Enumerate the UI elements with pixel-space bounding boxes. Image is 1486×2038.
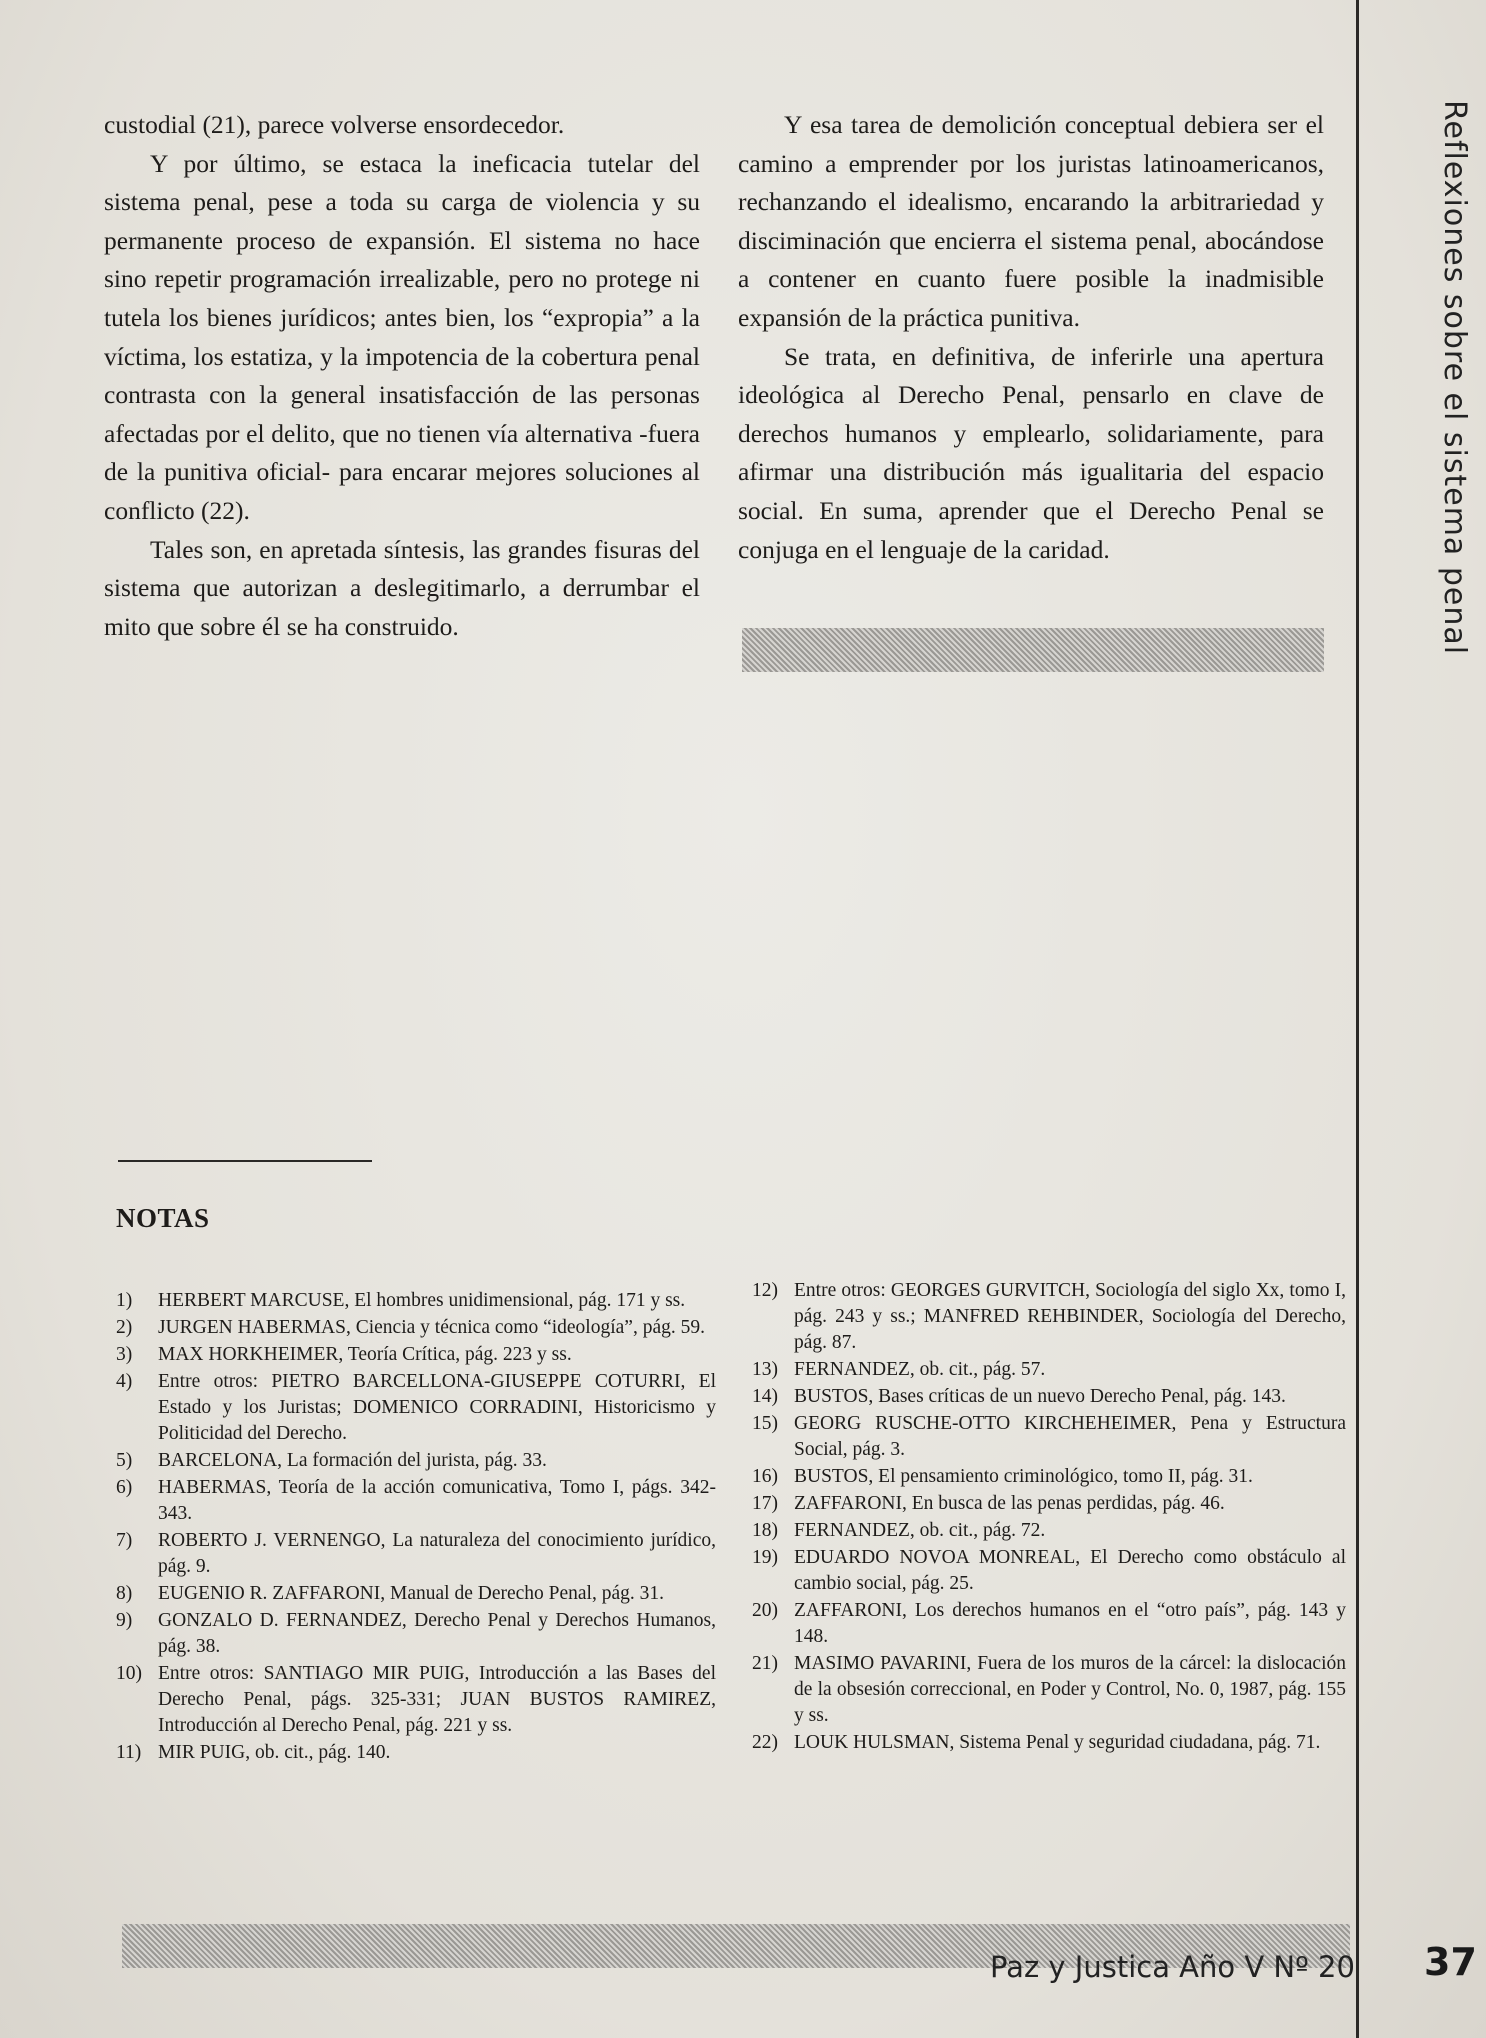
page-number: 37 xyxy=(1424,1940,1477,1984)
note-item xyxy=(116,1369,716,1447)
note-item xyxy=(752,1730,1346,1756)
note-number: 12) xyxy=(752,1280,778,1301)
note-text: GEORG RUSCHE-OTTO KIRCHEHEIMER, Pena y Estructura Social, pág. 3. xyxy=(794,1413,1346,1460)
note-text: JURGEN HABERMAS, Ciencia y técnica como “ideología”, pág. 59. xyxy=(158,1317,705,1338)
running-head: Reflexiones sobre el sistema penal xyxy=(1437,100,1472,656)
note-item xyxy=(116,1315,716,1341)
note-number: 2) xyxy=(116,1317,133,1338)
note-text: Entre otros: SANTIAGO MIR PUIG, Introducción a las Bases del Derecho Penal, págs. 325-331; JUAN BUSTOS RAMIREZ, Introducción al Derecho Penal, pág. 221 y ss. xyxy=(158,1663,716,1736)
note-number: 3) xyxy=(116,1344,133,1365)
note-number: 11) xyxy=(116,1742,142,1763)
note-text: MAX HORKHEIMER, Teoría Crítica, pág. 223 y ss. xyxy=(158,1344,572,1365)
note-item xyxy=(116,1288,716,1314)
note-text: ROBERTO J. VERNENGO, La naturaleza del conocimiento jurídico, pág. 9. xyxy=(158,1530,716,1577)
note-text: EUGENIO R. ZAFFARONI, Manual de Derecho Penal, pág. 31. xyxy=(158,1583,665,1604)
note-text: HABERMAS, Teoría de la acción comunicativa, Tomo I, págs. 342-343. xyxy=(158,1477,716,1524)
note-item xyxy=(752,1357,1346,1383)
note-number: 15) xyxy=(752,1413,778,1434)
note-number: 10) xyxy=(116,1663,142,1684)
note-text: ZAFFARONI, En busca de las penas perdidas, pág. 46. xyxy=(794,1493,1225,1514)
publication-title: Paz y Justica Año V Nº 20 xyxy=(990,1950,1355,1984)
note-text: HERBERT MARCUSE, El hombres unidimensional, pág. 171 y ss. xyxy=(158,1290,686,1311)
notes-heading: NOTAS xyxy=(116,1203,210,1233)
note-number: 16) xyxy=(752,1466,778,1487)
note-item xyxy=(752,1491,1346,1517)
note-number: 18) xyxy=(752,1520,778,1541)
note-text: MASIMO PAVARINI, Fuera de los muros de la cárcel: la dislocación de la obsesión correccional, en Poder y Control, No. 0, 1987, pág. 155 y ss. xyxy=(794,1653,1346,1726)
note-item xyxy=(752,1545,1346,1597)
note-item xyxy=(116,1608,716,1660)
note-item xyxy=(752,1598,1346,1650)
notes-list-right xyxy=(752,1278,1346,1757)
note-number: 14) xyxy=(752,1386,778,1407)
body-paragraph: Y por último, se estaca la ineficacia tutelar del sistema penal, pese a toda su carga de violencia y su permanente proceso de expansión. El sistema no hace sino repetir programación irrealizable, pero no protege ni tutela los bienes jurídicos; antes bien, los “expropia” a la víctima, los estatiza, y la impotencia de la cobertura penal contrasta con la general insatisfacción de las personas afectadas por el delito, que no tienen vía alternativa -fuera de la punitiva oficial- para encarar mejores soluciones al conflicto (22). xyxy=(104,148,700,525)
note-text: BUSTOS, Bases críticas de un nuevo Derecho Penal, pág. 143. xyxy=(794,1386,1286,1407)
note-number: 1) xyxy=(116,1290,133,1311)
note-text: Entre otros: PIETRO BARCELLONA-GIUSEPPE COTURRI, El Estado y los Juristas; DOMENICO CORRADINI, Historicismo y Politicidad del Derecho. xyxy=(158,1371,716,1444)
note-item xyxy=(752,1411,1346,1463)
note-number: 9) xyxy=(116,1610,133,1631)
notes-list-left xyxy=(116,1288,716,1767)
body-paragraph: Se trata, en definitiva, de inferirle una apertura ideológica al Derecho Penal, pensarlo en clave de derechos humanos y emplearlo, solidariamente, para afirmar una distribución más igualitaria del espacio social. En suma, aprender que el Derecho Penal se conjuga en el lenguaje de la caridad. xyxy=(738,341,1324,564)
note-item xyxy=(752,1384,1346,1410)
note-text: LOUK HULSMAN, Sistema Penal y seguridad ciudadana, pág. 71. xyxy=(794,1732,1321,1753)
note-text: Entre otros: GEORGES GURVITCH, Sociología del siglo Xx, tomo I, pág. 243 y ss.; MANFRED REHBINDER, Sociología del Derecho, pág. 87. xyxy=(794,1280,1346,1353)
note-number: 20) xyxy=(752,1600,778,1621)
note-item xyxy=(752,1278,1346,1356)
note-text: BUSTOS, El pensamiento criminológico, tomo II, pág. 31. xyxy=(794,1466,1253,1487)
note-text: EDUARDO NOVOA MONREAL, El Derecho como obstáculo al cambio social, pág. 25. xyxy=(794,1547,1346,1594)
body-paragraph: Y esa tarea de demolición conceptual debiera ser el camino a emprender por los juristas latinoamericanos, rechanzando el idealismo, encarando la arbitrariedad y disciminación que encierra el sistema penal, abocándose a contener en cuanto fuere posible la inadmisible expansión de la práctica punitiva. xyxy=(738,110,1324,332)
note-number: 19) xyxy=(752,1547,778,1568)
note-number: 17) xyxy=(752,1493,778,1514)
note-item xyxy=(116,1740,716,1766)
right-column xyxy=(738,106,1324,569)
note-item xyxy=(752,1651,1346,1729)
notes-divider xyxy=(118,1160,372,1162)
section-end-bar xyxy=(742,628,1324,672)
note-number: 13) xyxy=(752,1359,778,1380)
note-item xyxy=(116,1528,716,1580)
body-paragraph: custodial (21), parece volverse ensordecedor. xyxy=(104,110,565,139)
note-item xyxy=(116,1661,716,1739)
note-item xyxy=(116,1475,716,1527)
note-number: 22) xyxy=(752,1732,778,1753)
left-column xyxy=(104,106,700,646)
note-text: FERNANDEZ, ob. cit., pág. 57. xyxy=(794,1359,1046,1380)
note-text: MIR PUIG, ob. cit., pág. 140. xyxy=(158,1742,391,1763)
note-number: 21) xyxy=(752,1653,778,1674)
note-text: GONZALO D. FERNANDEZ, Derecho Penal y Derechos Humanos, pág. 38. xyxy=(158,1610,716,1657)
note-number: 4) xyxy=(116,1371,133,1392)
note-text: FERNANDEZ, ob. cit., pág. 72. xyxy=(794,1520,1046,1541)
note-item xyxy=(752,1518,1346,1544)
note-number: 7) xyxy=(116,1530,133,1551)
note-number: 8) xyxy=(116,1583,133,1604)
note-item xyxy=(116,1581,716,1607)
note-item xyxy=(116,1448,716,1474)
body-paragraph: Tales son, en apretada síntesis, las grandes fisuras del sistema que autorizan a deslegitimarlo, a derrumbar el mito que sobre él se ha construido. xyxy=(104,534,700,641)
note-text: BARCELONA, La formación del jurista, pág. 33. xyxy=(158,1450,547,1471)
note-number: 5) xyxy=(116,1450,133,1471)
note-text: ZAFFARONI, Los derechos humanos en el “otro país”, pág. 143 y 148. xyxy=(794,1600,1346,1647)
note-item xyxy=(116,1342,716,1368)
note-number: 6) xyxy=(116,1477,133,1498)
note-item xyxy=(752,1464,1346,1490)
